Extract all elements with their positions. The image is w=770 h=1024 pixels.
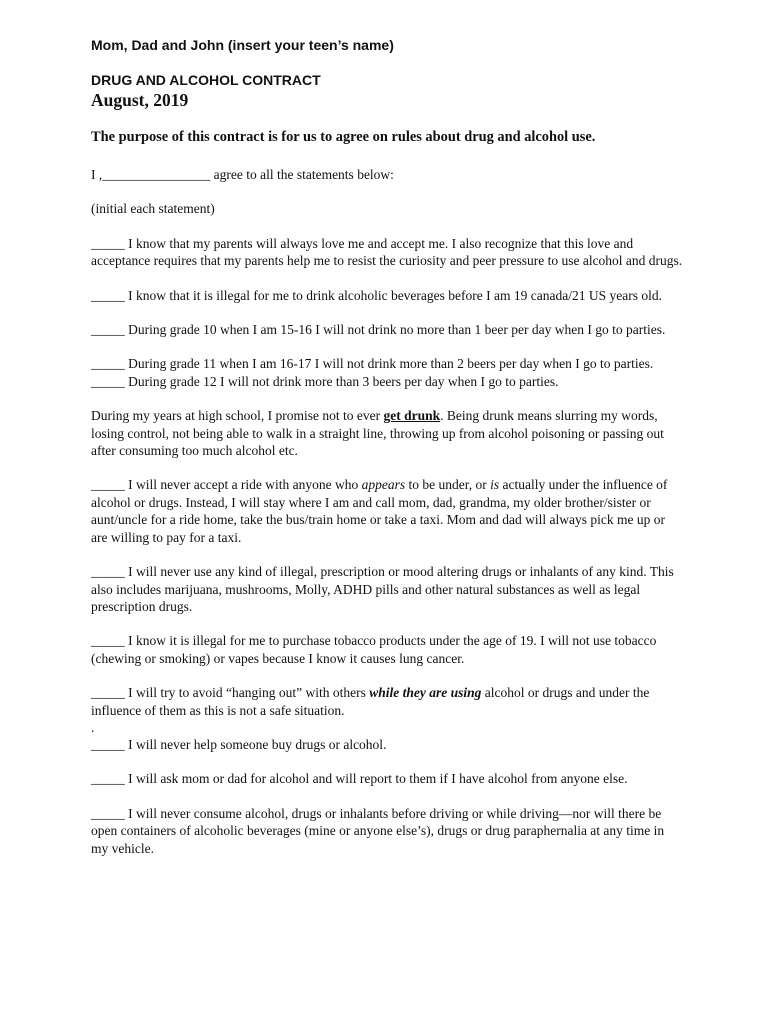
statement-grade-10: _____ During grade 10 when I am 15-16 I will not drink no more than 1 beer per day when I go to parties. bbox=[91, 322, 666, 338]
hang-text-b: alcohol or drugs and under the influence of them as this is not a safe situation. bbox=[91, 685, 650, 718]
hang-emphasis: while they are using bbox=[369, 685, 482, 701]
contract-page bbox=[91, 36, 683, 874]
statement-report: _____ I will ask mom or dad for alcohol and will report to them if I have alcohol from anyone else. bbox=[91, 771, 628, 787]
purpose-statement: The purpose of this contract is for us to agree on rules about drug and alcohol use. bbox=[91, 129, 596, 145]
ride-text-c: actually under the influence of alcohol or drugs. Instead, I will stay where I am and call mom, dad, grandma, my older brother/sister or aunt/uncle for a ride home, take the bus/train home or take a taxi. Mom and dad will always pick me up or are willing to pay for a taxi. bbox=[91, 477, 668, 545]
statement-buy: _____ I will never help someone buy drugs or alcohol. bbox=[91, 736, 387, 752]
statement-ride bbox=[91, 476, 683, 546]
ride-text-a: _____ I will never accept a ride with anyone who bbox=[91, 477, 362, 493]
statement-driving: _____ I will never consume alcohol, drugs or inhalants before driving or while driving—nor will there be open containers of alcoholic beverages (mine or anyone else’s), drugs or drug paraphernalia at any time in my vehicle. bbox=[91, 805, 665, 856]
document-date: August, 2019 bbox=[91, 90, 189, 110]
drunk-text-b: . Being drunk means slurring my words, losing control, not being able to walk in a straight line, throwing up from alcohol poisoning or passing out after consuming too much alcohol etc. bbox=[91, 408, 664, 459]
statement-grade-12: _____ During grade 12 I will not drink more than 3 beers per day when I go to parties. bbox=[91, 373, 559, 389]
statement-legal-age: _____ I know that it is illegal for me to drink alcoholic beverages before I am 19 canada/21 US years old. bbox=[91, 287, 662, 303]
drunk-emphasis: get drunk bbox=[383, 408, 441, 424]
statement-tobacco: _____ I know it is illegal for me to purchase tobacco products under the age of 19. I will not use tobacco (chewing or smoking) or vapes because I know it causes lung cancer. bbox=[91, 633, 657, 666]
statement-grade-11: _____ During grade 11 when I am 16-17 I will not drink more than 2 beers per day when I go to parties. bbox=[91, 356, 654, 372]
ride-emphasis-is: is bbox=[490, 477, 500, 493]
document-title: DRUG AND ALCOHOL CONTRACT bbox=[91, 72, 321, 88]
hang-text-a: _____ I will try to avoid “hanging out” with others bbox=[91, 685, 370, 701]
ride-text-b: to be under, or bbox=[405, 477, 491, 493]
stray-period: . bbox=[91, 719, 95, 735]
statement-love: _____ I know that my parents will always love me and accept me. I also recognize that this love and acceptance requires that my parents help me to resist the curiosity and peer pressure to use alcohol and drugs. bbox=[91, 235, 683, 269]
intro-line: I ,________________ agree to all the statements below: bbox=[91, 167, 394, 182]
statement-hanging-out bbox=[91, 684, 683, 719]
drunk-text-a: During my years at high school, I promise not to ever bbox=[91, 408, 384, 424]
ride-emphasis-appears: appears bbox=[361, 477, 406, 493]
initial-note: (initial each statement) bbox=[91, 201, 215, 217]
statement-drugs: _____ I will never use any kind of illegal, prescription or mood altering drugs or inhalants of any kind. This also includes marijuana, mushrooms, Molly, ADHD pills and other natural substances as well as legal prescription drugs. bbox=[91, 564, 674, 614]
family-names: Mom, Dad and John (insert your teen’s name) bbox=[91, 37, 394, 53]
statement-drunk bbox=[91, 407, 683, 459]
